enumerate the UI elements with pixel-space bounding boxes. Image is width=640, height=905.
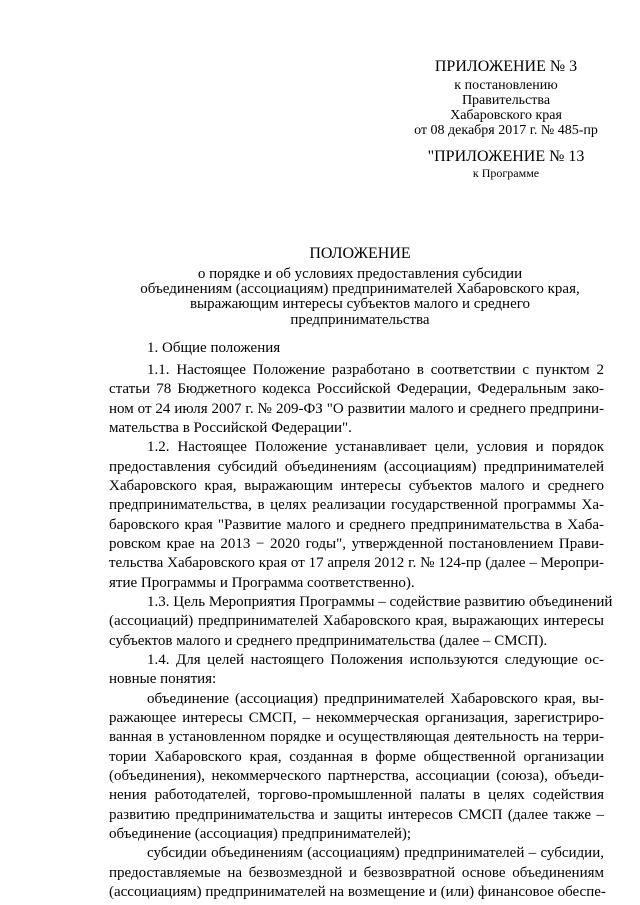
appendix-line-4: от 08 декабря 2017 г. № 485-пр: [414, 123, 598, 138]
body-line: ровском крае на 2013 − 2020 годы", утвержденной постановлением Прави-: [109, 536, 604, 552]
section-heading: 1. Общие положения: [147, 340, 281, 356]
body-line: нения работодателей, торгово-промышленной палаты в целях содействия: [109, 787, 604, 803]
body-line: (ассоциаций) предпринимателей Хабаровского края, выражающих интересы: [109, 613, 604, 629]
body-line: ванная в установленном порядке и осуществляющая деятельность на терри-: [109, 729, 604, 745]
body-line: ражающее интересы СМСП, – некоммерческая организация, зарегистриро-: [109, 710, 604, 726]
body-line: мательства в Российской Федерации".: [109, 420, 352, 436]
body-line: субъектов малого и среднего предпринимательства (далее – СМСП).: [109, 633, 548, 649]
document-subtitle-line: о порядке и об условиях предоставления субсидии: [197, 266, 523, 282]
body-line: ном от 24 июля 2007 г. № 209-ФЗ "О развитии малого и среднего предприни-: [109, 401, 604, 417]
appendix-line-2: Правительства: [461, 93, 551, 108]
inner-appendix-title: "ПРИЛОЖЕНИЕ № 13: [427, 148, 585, 165]
body-line: 1.1. Настоящее Положение разработано в соответствии с пунктом 2: [147, 362, 604, 378]
body-line: объединение (ассоциация) предпринимателей);: [109, 826, 412, 842]
body-line: предоставления субсидий объединениям (ассоциациям) предпринимателей: [109, 459, 604, 475]
body-line: (объединения), некоммерческого партнерства, ассоциации (союза), объеди-: [109, 768, 604, 784]
body-line: новные понятия:: [109, 671, 217, 687]
body-line: объединение (ассоциация) предпринимателей Хабаровского края, вы-: [147, 691, 604, 707]
body-line: развитию предпринимательства и защиты интересов СМСП (далее также –: [109, 807, 604, 823]
body-line: 1.4. Для целей настоящего Положения используются следующие ос-: [147, 652, 604, 668]
body-line: (ассоциациям) предпринимателей на возмещение и (или) финансовое обеспе-: [109, 884, 606, 900]
body-line: Хабаровского края, выражающим интересы субъектов малого и среднего: [109, 478, 604, 494]
body-line: 1.2. Настоящее Положение устанавливает цели, условия и порядок: [147, 439, 604, 455]
body-line: субсидии объединениям (ассоциациям) предпринимателей – субсидии,: [147, 845, 604, 861]
body-line: 1.3. Цель Мероприятия Программы – содействие развитию объединений: [147, 594, 613, 610]
appendix-line-3: Хабаровского края: [450, 108, 562, 123]
document-subtitle-line: объединениям (ассоциациям) предпринимателей Хабаровского края,: [140, 281, 580, 297]
appendix-title: ПРИЛОЖЕНИЕ № 3: [434, 58, 578, 75]
body-line: тельства Хабаровского края от 17 апреля 2012 г. № 124-пр (далее – Меропри-: [109, 555, 604, 571]
body-line: предоставляемые на безвозмездной и безвозвратной основе объединениям: [109, 865, 604, 881]
appendix-line-1: к постановлению: [454, 78, 558, 93]
body-line: тории Хабаровского края, созданная в форме общественной организации: [109, 749, 604, 765]
body-line: предпринимательства, в целях реализации государственной программы Ха-: [109, 497, 604, 513]
document-title: ПОЛОЖЕНИЕ: [309, 245, 411, 262]
inner-appendix-subtitle: к Программе: [472, 166, 540, 180]
body-line: ятие Программы и Программа соответственно).: [109, 575, 415, 591]
body-line: статьи 78 Бюджетного кодекса Российской Федерации, Федеральным зако-: [109, 381, 604, 397]
body-line: баровского края "Развитие малого и среднего предпринимательства в Хаба-: [109, 517, 604, 533]
document-subtitle-line: выражающим интересы субъектов малого и среднего предпринимательства: [189, 296, 531, 328]
